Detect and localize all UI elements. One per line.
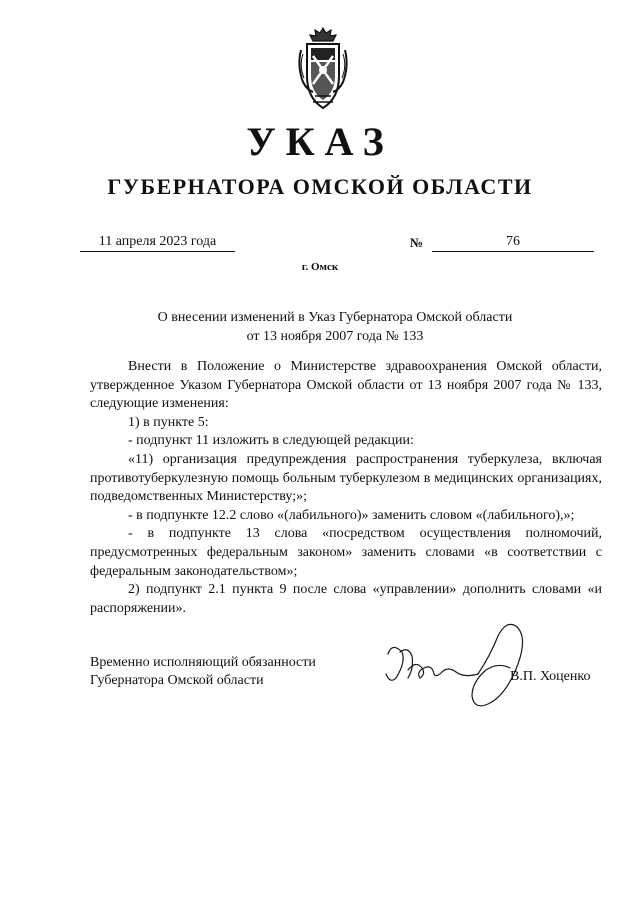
document-city: г. Омск bbox=[301, 261, 339, 273]
document-body bbox=[90, 358, 602, 618]
body-paragraph-item-2: 2) подпункт 2.1 пункта 9 после слова «управлении» дополнить словами «и распоряжении». bbox=[90, 582, 602, 616]
document-date: 11 апреля 2023 года bbox=[80, 233, 235, 252]
coat-of-arms-emblem bbox=[293, 26, 353, 112]
body-paragraph-item-1: 1) в пункте 5: bbox=[128, 414, 209, 430]
heading-line-2: от 13 ноября 2007 года № 133 bbox=[246, 329, 424, 344]
signatory-name: В.П. Хоценко bbox=[510, 669, 591, 684]
body-paragraph-subitem-11: - подпункт 11 изложить в следующей редакции: bbox=[128, 433, 414, 449]
issuer-subtitle: ГУБЕРНАТОРА ОМСКОЙ ОБЛАСТИ bbox=[107, 174, 533, 199]
signatory-position bbox=[90, 654, 316, 690]
body-paragraph-subitem-13: - в подпункте 13 слова «посредством осуществления полномочий, предусмотренных федеральным законом» заменить словами «в соответствии с федеральным законодательством»; bbox=[90, 526, 602, 579]
number-label: № bbox=[410, 235, 424, 250]
handwritten-signature bbox=[378, 612, 528, 712]
body-paragraph-intro: Внести в Положение о Министерстве здравоохранения Омской области, утвержденное Указом Губернатора Омской области от 13 ноября 2007 года № 133, следующие изменения: bbox=[90, 359, 602, 412]
body-paragraph-quote-11: «11) организация предупреждения распространения туберкулеза, включая противотуберкулезную помощь больным туберкулезом в медицинских организациях, подведомственных Министерству;»; bbox=[90, 451, 602, 505]
document-type-title: УКАЗ bbox=[246, 119, 394, 164]
signatory-position-line-1: Временно исполняющий обязанности bbox=[90, 655, 316, 670]
signatory-position-line-2: Губернатора Омской области bbox=[90, 673, 264, 688]
heading-line-1: О внесении изменений в Указ Губернатора Омской области bbox=[157, 310, 513, 325]
body-paragraph-subitem-12-2: - в подпункте 12.2 слово «(лабильного)» заменить словом «(лабильного),»; bbox=[128, 507, 575, 523]
document-number: 76 bbox=[432, 233, 594, 252]
document-heading bbox=[100, 308, 570, 346]
